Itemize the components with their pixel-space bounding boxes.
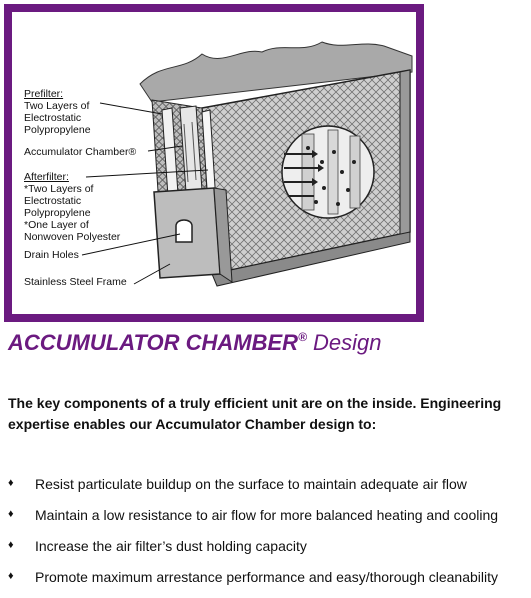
prefilter-line: Polypropylene — [24, 124, 91, 136]
list-item — [8, 474, 528, 505]
filter-cutaway-illustration — [12, 12, 416, 314]
stainless-steel-frame-label: Stainless Steel Frame — [24, 276, 127, 288]
list-item — [8, 567, 528, 598]
section-heading — [8, 330, 382, 356]
prefilter-line: Electrostatic — [24, 112, 82, 124]
intro-paragraph: The key components of a truly efficient unit are on the inside. Engineering expertise enables our Accumulator Chamber design to: — [8, 395, 502, 432]
heading-bold: ACCUMULATOR CHAMBER — [8, 330, 299, 355]
afterfilter-line: Electrostatic — [24, 195, 82, 207]
heading-rest: Design — [306, 330, 382, 355]
bullet-diamond-icon: ♦ — [8, 570, 14, 582]
afterfilter-line: Nonwoven Polyester — [24, 231, 121, 243]
list-item-text: Maintain a low resistance to air flow for more balanced heating and cooling — [35, 507, 499, 523]
registered-mark: ® — [298, 330, 307, 344]
prefilter-title: Prefilter: — [24, 88, 64, 100]
list-item-text: Increase the air filter’s dust holding capacity — [35, 538, 307, 554]
list-item-text: Resist particulate buildup on the surface to maintain adequate air flow — [35, 476, 467, 492]
bullet-diamond-icon: ♦ — [8, 477, 14, 489]
diagram-frame — [4, 4, 424, 322]
afterfilter-line: Polypropylene — [24, 207, 91, 219]
afterfilter-line: *Two Layers of — [24, 183, 94, 195]
list-item-text: Promote maximum arrestance performance and easy/thorough cleanability — [35, 569, 499, 585]
list-item — [8, 505, 528, 536]
prefilter-line: Two Layers of — [24, 100, 90, 112]
afterfilter-title: Afterfilter: — [24, 171, 69, 183]
bullet-diamond-icon: ♦ — [8, 508, 14, 520]
bullet-diamond-icon: ♦ — [8, 539, 14, 551]
accumulator-chamber-label: Accumulator Chamber® — [24, 146, 137, 158]
benefit-list — [8, 474, 528, 598]
drain-holes-label: Drain Holes — [24, 249, 79, 261]
afterfilter-line: *One Layer of — [24, 219, 89, 231]
list-item — [8, 536, 528, 567]
